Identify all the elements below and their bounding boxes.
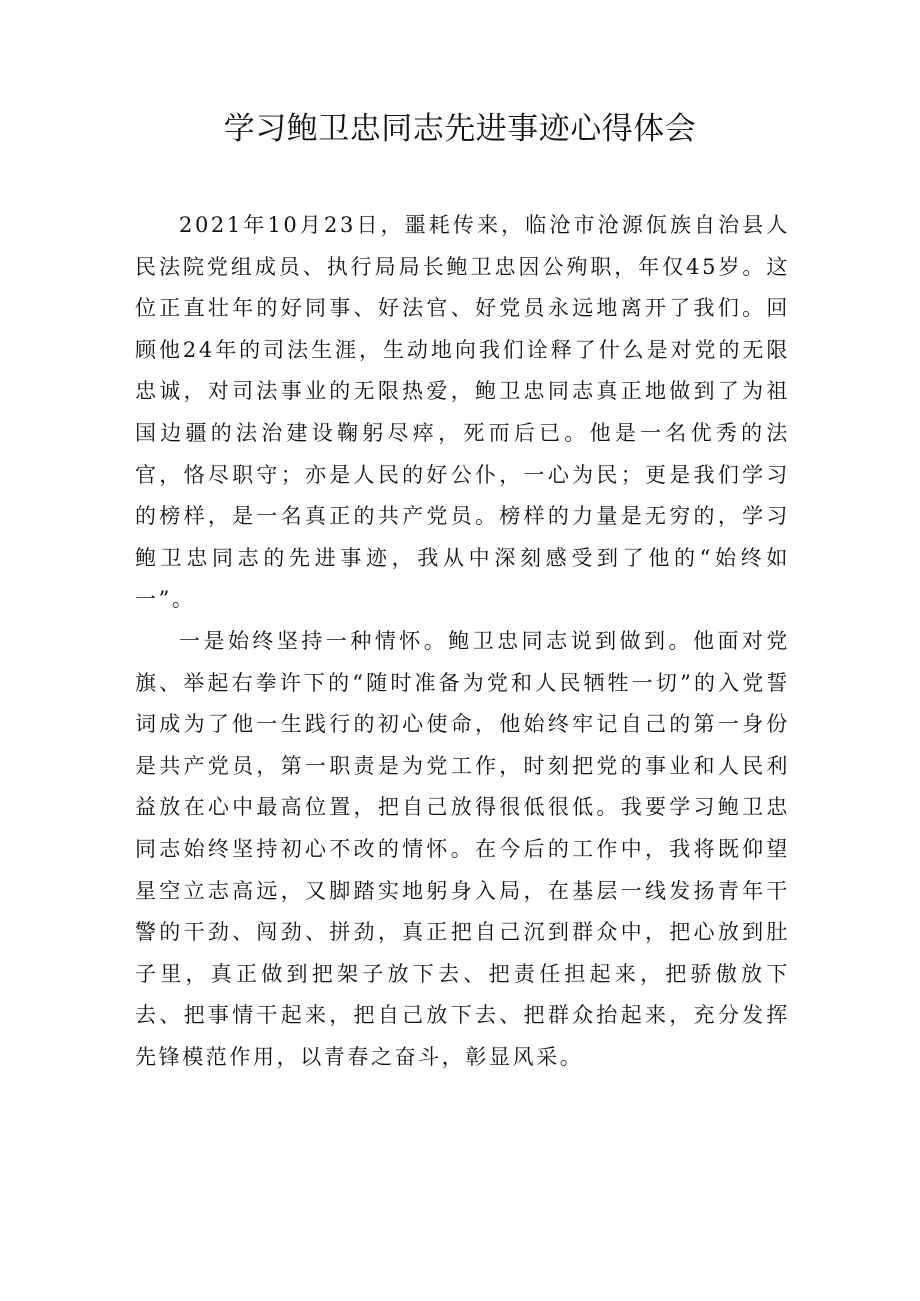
document-body bbox=[135, 205, 790, 1078]
document-title: 学习鲍卫忠同志先进事迹心得体会 bbox=[223, 111, 697, 147]
paragraph-first-point: 一是始终坚持一种情怀。鲍卫忠同志说到做到。他面对党旗、举起右拳许下的“随时准备为党和人民牺牲一切”的入党誓词成为了他一生践行的初心使命，他始终牢记自己的第一身份是共产党员，第一职责是为党工作，时刻把党的事业和人民利益放在心中最高位置，把自己放得很低很低。我要学习鲍卫忠同志始终坚持初心不改的情怀。在今后的工作中，我将既仰望星空立志高远，又脚踏实地躬身入局，在基层一线发扬青年干警的干劲、闯劲、拼劲，真正把自己沉到群众中，把心放到肚子里，真正做到把架子放下去、把责任担起来，把骄傲放下去、把事情干起来，把自己放下去、把群众抬起来，充分发挥先锋模范作用，以青春之奋斗，彰显风采。 bbox=[135, 628, 790, 1069]
paragraph-intro: 2021年10月23日，噩耗传来，临沧市沧源佤族自治县人民法院党组成员、执行局局长鲍卫忠因公殉职，年仅45岁。这位正直壮年的好同事、好法官、好党员永远地离开了我们。回顾他24年的司法生涯，生动地向我们诠释了什么是对党的无限忠诚，对司法事业的无限热爱，鲍卫忠同志真正地做到了为祖国边疆的法治建设鞠躬尽瘁，死而后已。他是一名优秀的法官，恪尽职守；亦是人民的好公仆，一心为民；更是我们学习的榜样，是一名真正的共产党员。榜样的力量是无穷的，学习鲍卫忠同志的先进事迹，我从中深刻感受到了他的“始终如一”。 bbox=[135, 213, 790, 612]
